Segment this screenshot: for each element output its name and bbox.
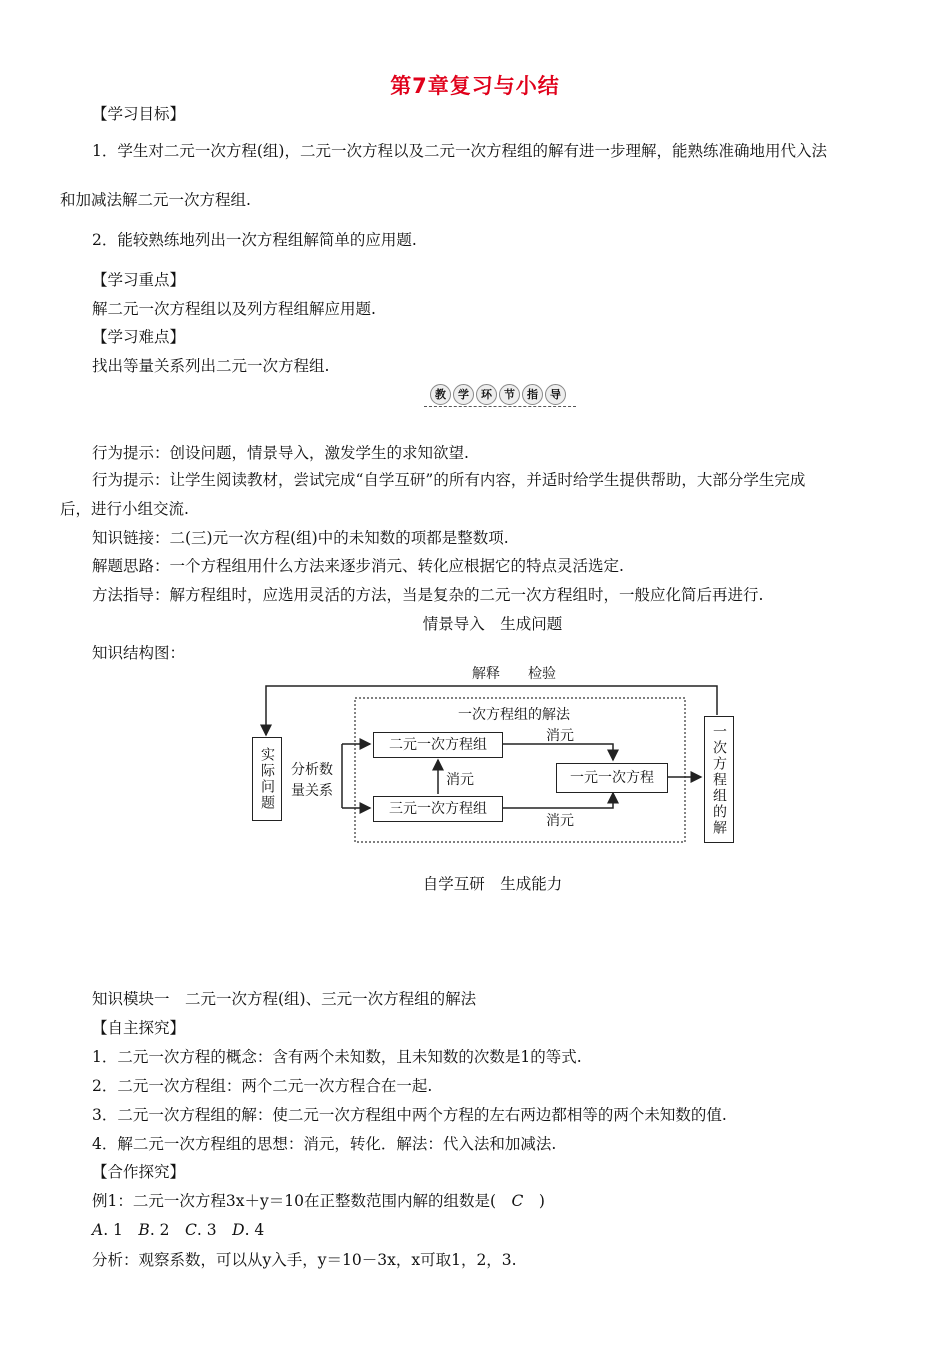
difficulty-text: 找出等量关系列出二元一次方程组.: [92, 357, 330, 375]
hint-2-line-1: 行为提示：让学生阅读教材，尝试完成“自学互研”的所有内容，并适时给学生提供帮助，大部分学生完成: [92, 471, 806, 489]
example-answer: C: [511, 1192, 524, 1210]
cooperative-heading: 【合作探究】: [92, 1163, 186, 1181]
example-analysis: 分析：观察系数，可以从y入手，y＝10－3x，x可取1，2，3.: [92, 1251, 517, 1269]
difficulty-heading: 【学习难点】: [92, 328, 186, 346]
module-1-heading: 知识模块一 二元一次方程(组)、三元一次方程组的解法: [92, 990, 477, 1008]
analysis-label-line-2: 量关系: [291, 783, 333, 799]
banner-char: 教: [430, 384, 451, 405]
eliminate-label-bottom: 消元: [546, 813, 574, 829]
banner-char: 学: [453, 384, 474, 405]
group-title: 一次方程组的解法: [458, 707, 570, 723]
objectives-heading: 【学习目标】: [92, 105, 186, 123]
option-letter: D: [232, 1221, 245, 1239]
objective-1-line-2: 和加减法解二元一次方程组.: [60, 191, 251, 209]
banner-char: 导: [545, 384, 566, 405]
option-value: . 2: [149, 1221, 186, 1239]
method-guidance: 方法指导：解方程组时，应选用灵活的方法，当是复杂的二元一次方程组时，一般应化简后再进行.: [92, 586, 764, 604]
example-options: [92, 1220, 264, 1240]
eliminate-label-middle: 消元: [446, 772, 474, 788]
solution-box: 一次方程组的解: [704, 716, 734, 843]
option-value: . 4: [244, 1221, 265, 1239]
concept-2: 2．二元一次方程组：两个二元一次方程合在一起.: [92, 1077, 433, 1095]
banner-char: 指: [522, 384, 543, 405]
key-points-text: 解二元一次方程组以及列方程组解应用题.: [92, 300, 376, 318]
option-letter: C: [185, 1221, 197, 1239]
objective-1-line-1: 1．学生对二元一次方程(组)，二元一次方程以及二元一次方程组的解有进一步理解，能熟练准确地用代入法: [92, 142, 827, 160]
concept-1: 1．二元一次方程的概念：含有两个未知数，且未知数的次数是1的等式.: [92, 1048, 582, 1066]
banner-char: 节: [499, 384, 520, 405]
example-question: 例1：二元一次方程3x＋y＝10在正整数范围内解的组数是(: [92, 1192, 512, 1210]
key-points-heading: 【学习重点】: [92, 271, 186, 289]
solving-idea: 解题思路：一个方程组用什么方法来逐步消元、转化应根据它的特点灵活选定.: [92, 557, 624, 575]
diagram-caption: 知识结构图：: [92, 644, 186, 662]
example-1: [92, 1191, 545, 1211]
binary-system-box: 二元一次方程组: [373, 732, 503, 758]
option-letter: B: [138, 1221, 150, 1239]
analysis-label-line-1: 分析数: [291, 762, 333, 778]
page-title: 第7章复习与小结: [390, 74, 560, 98]
self-explore-heading: 【自主探究】: [92, 1019, 186, 1037]
hint-1: 行为提示：创设问题，情景导入，激发学生的求知欲望.: [92, 444, 469, 462]
option-value: . 3: [196, 1221, 233, 1239]
eliminate-label-top: 消元: [546, 728, 574, 744]
option-letter: A: [92, 1221, 104, 1239]
ternary-system-box: 三元一次方程组: [373, 796, 503, 822]
concept-3: 3．二元一次方程组的解：使二元一次方程组中两个方程的左右两边都相等的两个未知数的值.: [92, 1106, 727, 1124]
knowledge-link: 知识链接：二(三)元一次方程(组)中的未知数的项都是整数项.: [92, 529, 509, 547]
option-value: . 1: [103, 1221, 139, 1239]
linear-equation-box: 一元一次方程: [556, 763, 668, 793]
concept-4: 4．解二元一次方程组的思想：消元，转化．解法：代入法和加减法.: [92, 1135, 557, 1153]
real-problem-box: 实际问题: [252, 737, 282, 821]
banner-char: 环: [476, 384, 497, 405]
explain-verify-label: 解释 检验: [472, 666, 556, 682]
hint-2-line-2: 后，进行小组交流.: [60, 500, 189, 518]
section-scene-intro: 情景导入 生成问题: [422, 615, 563, 633]
example-close: ): [523, 1192, 545, 1210]
objective-2: 2．能较熟练地列出一次方程组解简单的应用题.: [92, 231, 417, 249]
section-self-study: 自学互研 生成能力: [422, 875, 563, 893]
